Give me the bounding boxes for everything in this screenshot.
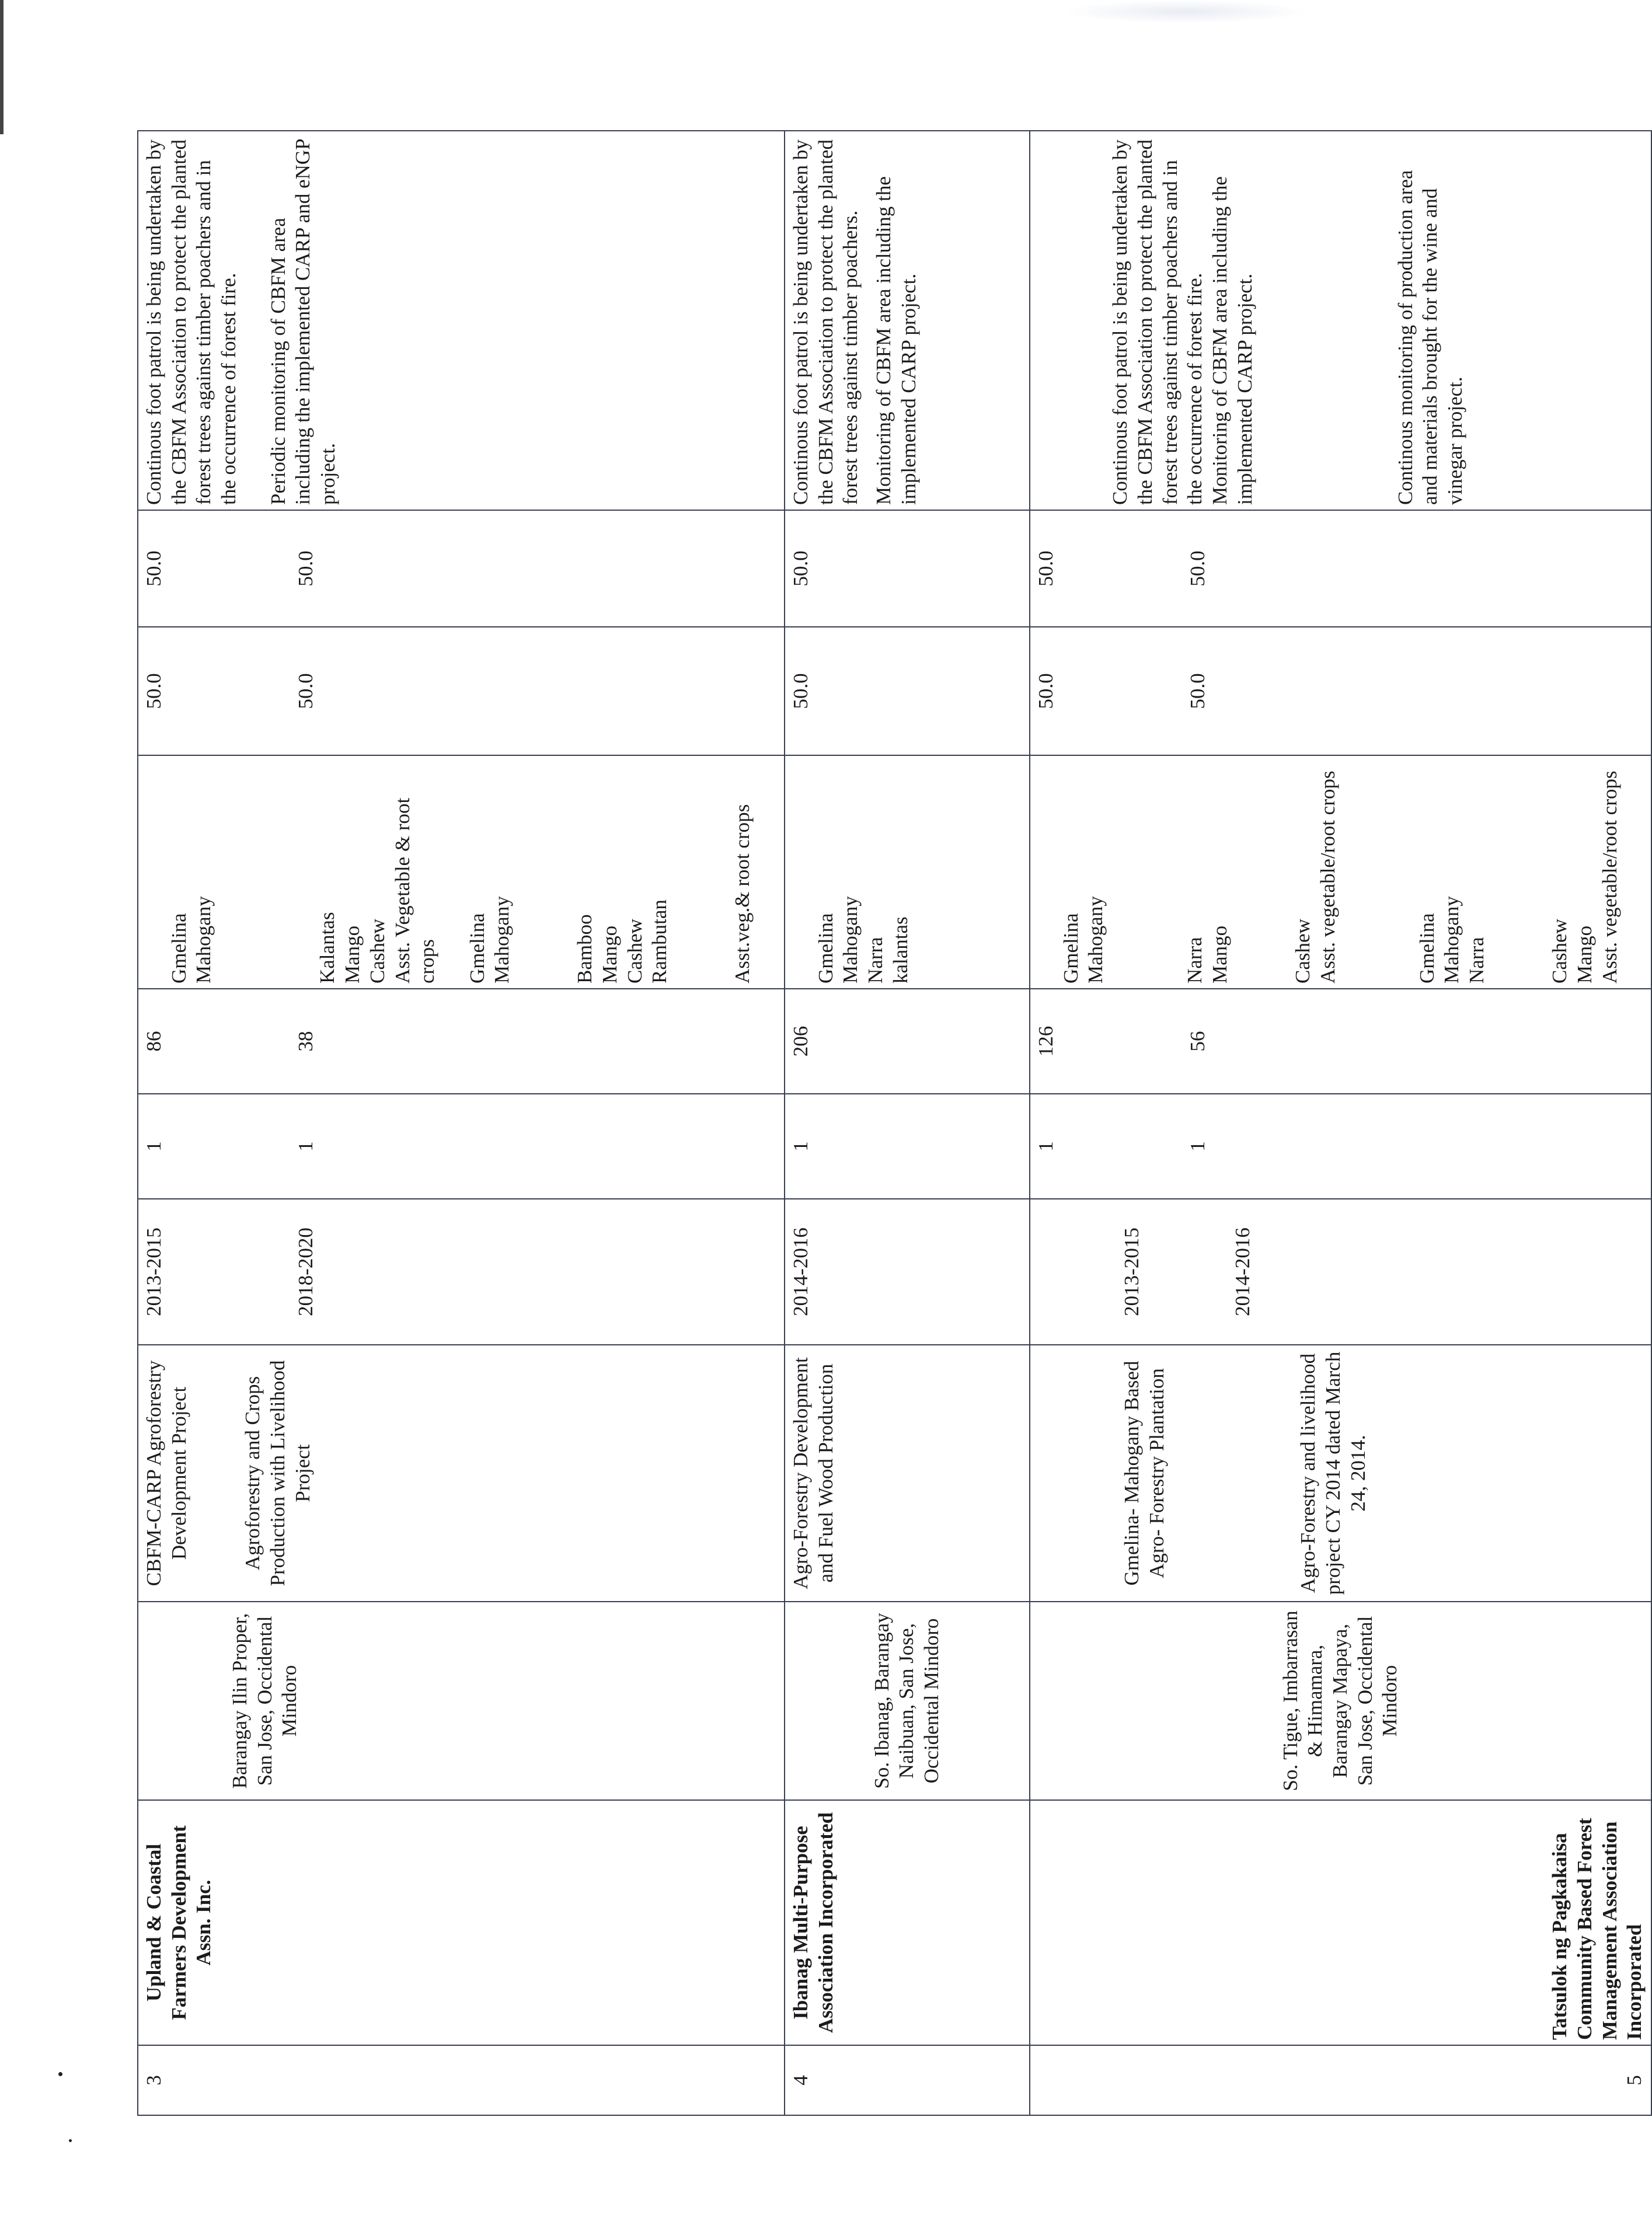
species-list: Bamboo Mango Cashew Rambutan [573,899,671,984]
species-list: Asst.veg.& root crops [731,804,754,984]
remarks-text: Periodic monitoring of CBFM area including the implemented CARP and eNGP project. [266,139,340,505]
value-a: 50.0 [294,673,317,709]
project-name: Agro-Forestry Development and Fuel Wood Production [789,1357,837,1589]
count-cell [138,1094,785,1199]
remarks-cell [138,131,785,510]
value-a-cell [138,627,785,755]
value-a: 50.0 [1034,673,1057,709]
row-number-text: 5 [1623,2075,1646,2085]
period-cell [138,1199,785,1345]
value-b: 50.0 [142,550,165,587]
project-period: 2013-2015 [142,1227,165,1316]
species-list: Narra Mango [1183,925,1231,984]
remarks-text: Continous foot patrol is being undertaken by the CBFM Association to protect the planted forest trees against timber poachers and in the occurrence of forest fire. [142,139,241,505]
location-cell [1030,1602,1651,1800]
project-area: 86 [142,1031,165,1052]
value-b-cell [138,510,785,627]
value-a: 50.0 [789,673,812,709]
value-a: 50.0 [142,673,165,709]
species-cell [138,755,785,989]
species-list: Cashew Asst. vegetable/root crops [1291,770,1339,984]
scan-dot [69,2139,72,2142]
species-list: Gmelina Mahogany [167,896,215,984]
table-row [785,131,1030,2115]
remarks-text: Monitoring of CBFM area including the implemented CARP project. [872,176,920,505]
remarks-text: Continous foot patrol is being undertaken by the CBFM Association to protect the planted forest trees against timber poachers. [789,139,862,505]
period-cell [1030,1199,1651,1345]
project-area: 126 [1034,1026,1057,1057]
area-cell [1030,989,1651,1094]
project-name: Agro-Forestry and livelihood project CY 2014 dated March 24, 2014. [1296,1351,1369,1595]
count-cell [1030,1094,1651,1199]
project-count: 1 [1034,1141,1057,1152]
association-name: Ibanag Multi-Purpose Association Incorporated [785,1800,1030,2045]
project-period: 2013-2015 [1120,1227,1143,1316]
row-number: 3 [138,2045,785,2115]
project-cell [138,1345,785,1602]
value-b-cell [785,510,1030,627]
remarks-text: Continous foot patrol is being undertaken by the CBFM Association to protect the planted forest trees against timber poachers and in the occurrence of forest fire. Monitoring of CBFM area including the implemented CARP project. [1109,139,1256,505]
value-a-cell [785,627,1030,755]
area-cell [785,989,1030,1094]
rotated-table-sheet [137,131,1646,2116]
project-cell [785,1345,1030,1602]
species-list: Gmelina Mahogany [465,896,514,984]
location-text: So. Ibanag, Barangay Naibuan, San Jose, Occidental Mindoro [870,1613,943,1789]
species-cell [1030,755,1651,989]
row-number [1030,2045,1651,2115]
remarks-cell [785,131,1030,510]
project-name: Gmelina- Mahogany Based Agro- Forestry Plantation [1120,1361,1168,1586]
project-period: 2014-2016 [1231,1227,1254,1316]
project-cell [1030,1345,1651,1602]
location-cell [138,1602,785,1800]
value-a-cell [1030,627,1651,755]
species-list: Gmelina Mahogany Narra kalantas [814,896,912,984]
location-cell [785,1602,1030,1800]
table-row [1030,131,1651,2115]
species-list: Cashew Mango Asst. vegetable/root crops [1548,770,1621,984]
value-b-cell [1030,510,1651,627]
project-area: 38 [294,1031,317,1052]
species-cell [785,755,1030,989]
species-list: Gmelina Mahogany Narra [1415,896,1489,984]
cbfm-projects-table [137,130,1652,2116]
scan-edge-mark [0,0,4,134]
project-area: 56 [1186,1031,1209,1052]
scan-dot [58,2072,62,2076]
value-b: 50.0 [1186,550,1209,587]
project-area: 206 [789,1026,812,1057]
project-name: Agroforestry and Crops Production with Livelihood Project [241,1360,314,1586]
project-count: 1 [789,1141,812,1152]
project-count: 1 [1186,1141,1209,1152]
species-list: Kalantas Mango Cashew Asst. Vegetable & root crops [316,797,439,984]
species-list: Gmelina Mahogany [1059,896,1107,984]
association-name: Upland & Coastal Farmers Development Assn. Inc. [138,1800,785,2045]
project-name: CBFM-CARP Agroforestry Development Project [142,1360,190,1586]
period-cell [785,1199,1030,1345]
value-b: 50.0 [789,550,812,587]
remarks-text: Continous monitoring of production area and materials brought for the wine and vinegar project. [1393,170,1467,505]
scan-smudge [1062,0,1308,23]
row-number: 4 [785,2045,1030,2115]
project-period: 2018-2020 [294,1227,317,1316]
value-a: 50.0 [1186,673,1209,709]
project-period: 2014-2016 [789,1227,812,1316]
area-cell [138,989,785,1094]
value-b: 50.0 [1034,550,1057,587]
count-cell [785,1094,1030,1199]
project-count: 1 [294,1141,317,1152]
table-row [138,131,785,2115]
location-text: So. Tigue, Imbarrasan & Himamara, Barangay Mapaya, San Jose, Occidental Mindoro [1278,1610,1402,1791]
location-text: Barangay Ilin Proper, San Jose, Occidental Mindoro [228,1613,301,1789]
value-b: 50.0 [294,550,317,587]
project-count: 1 [142,1141,165,1152]
remarks-cell [1030,131,1651,510]
association-name: Tatsulok ng Pagkakaisa Community Based Forest Management Association Incorporated [1030,1800,1651,2045]
